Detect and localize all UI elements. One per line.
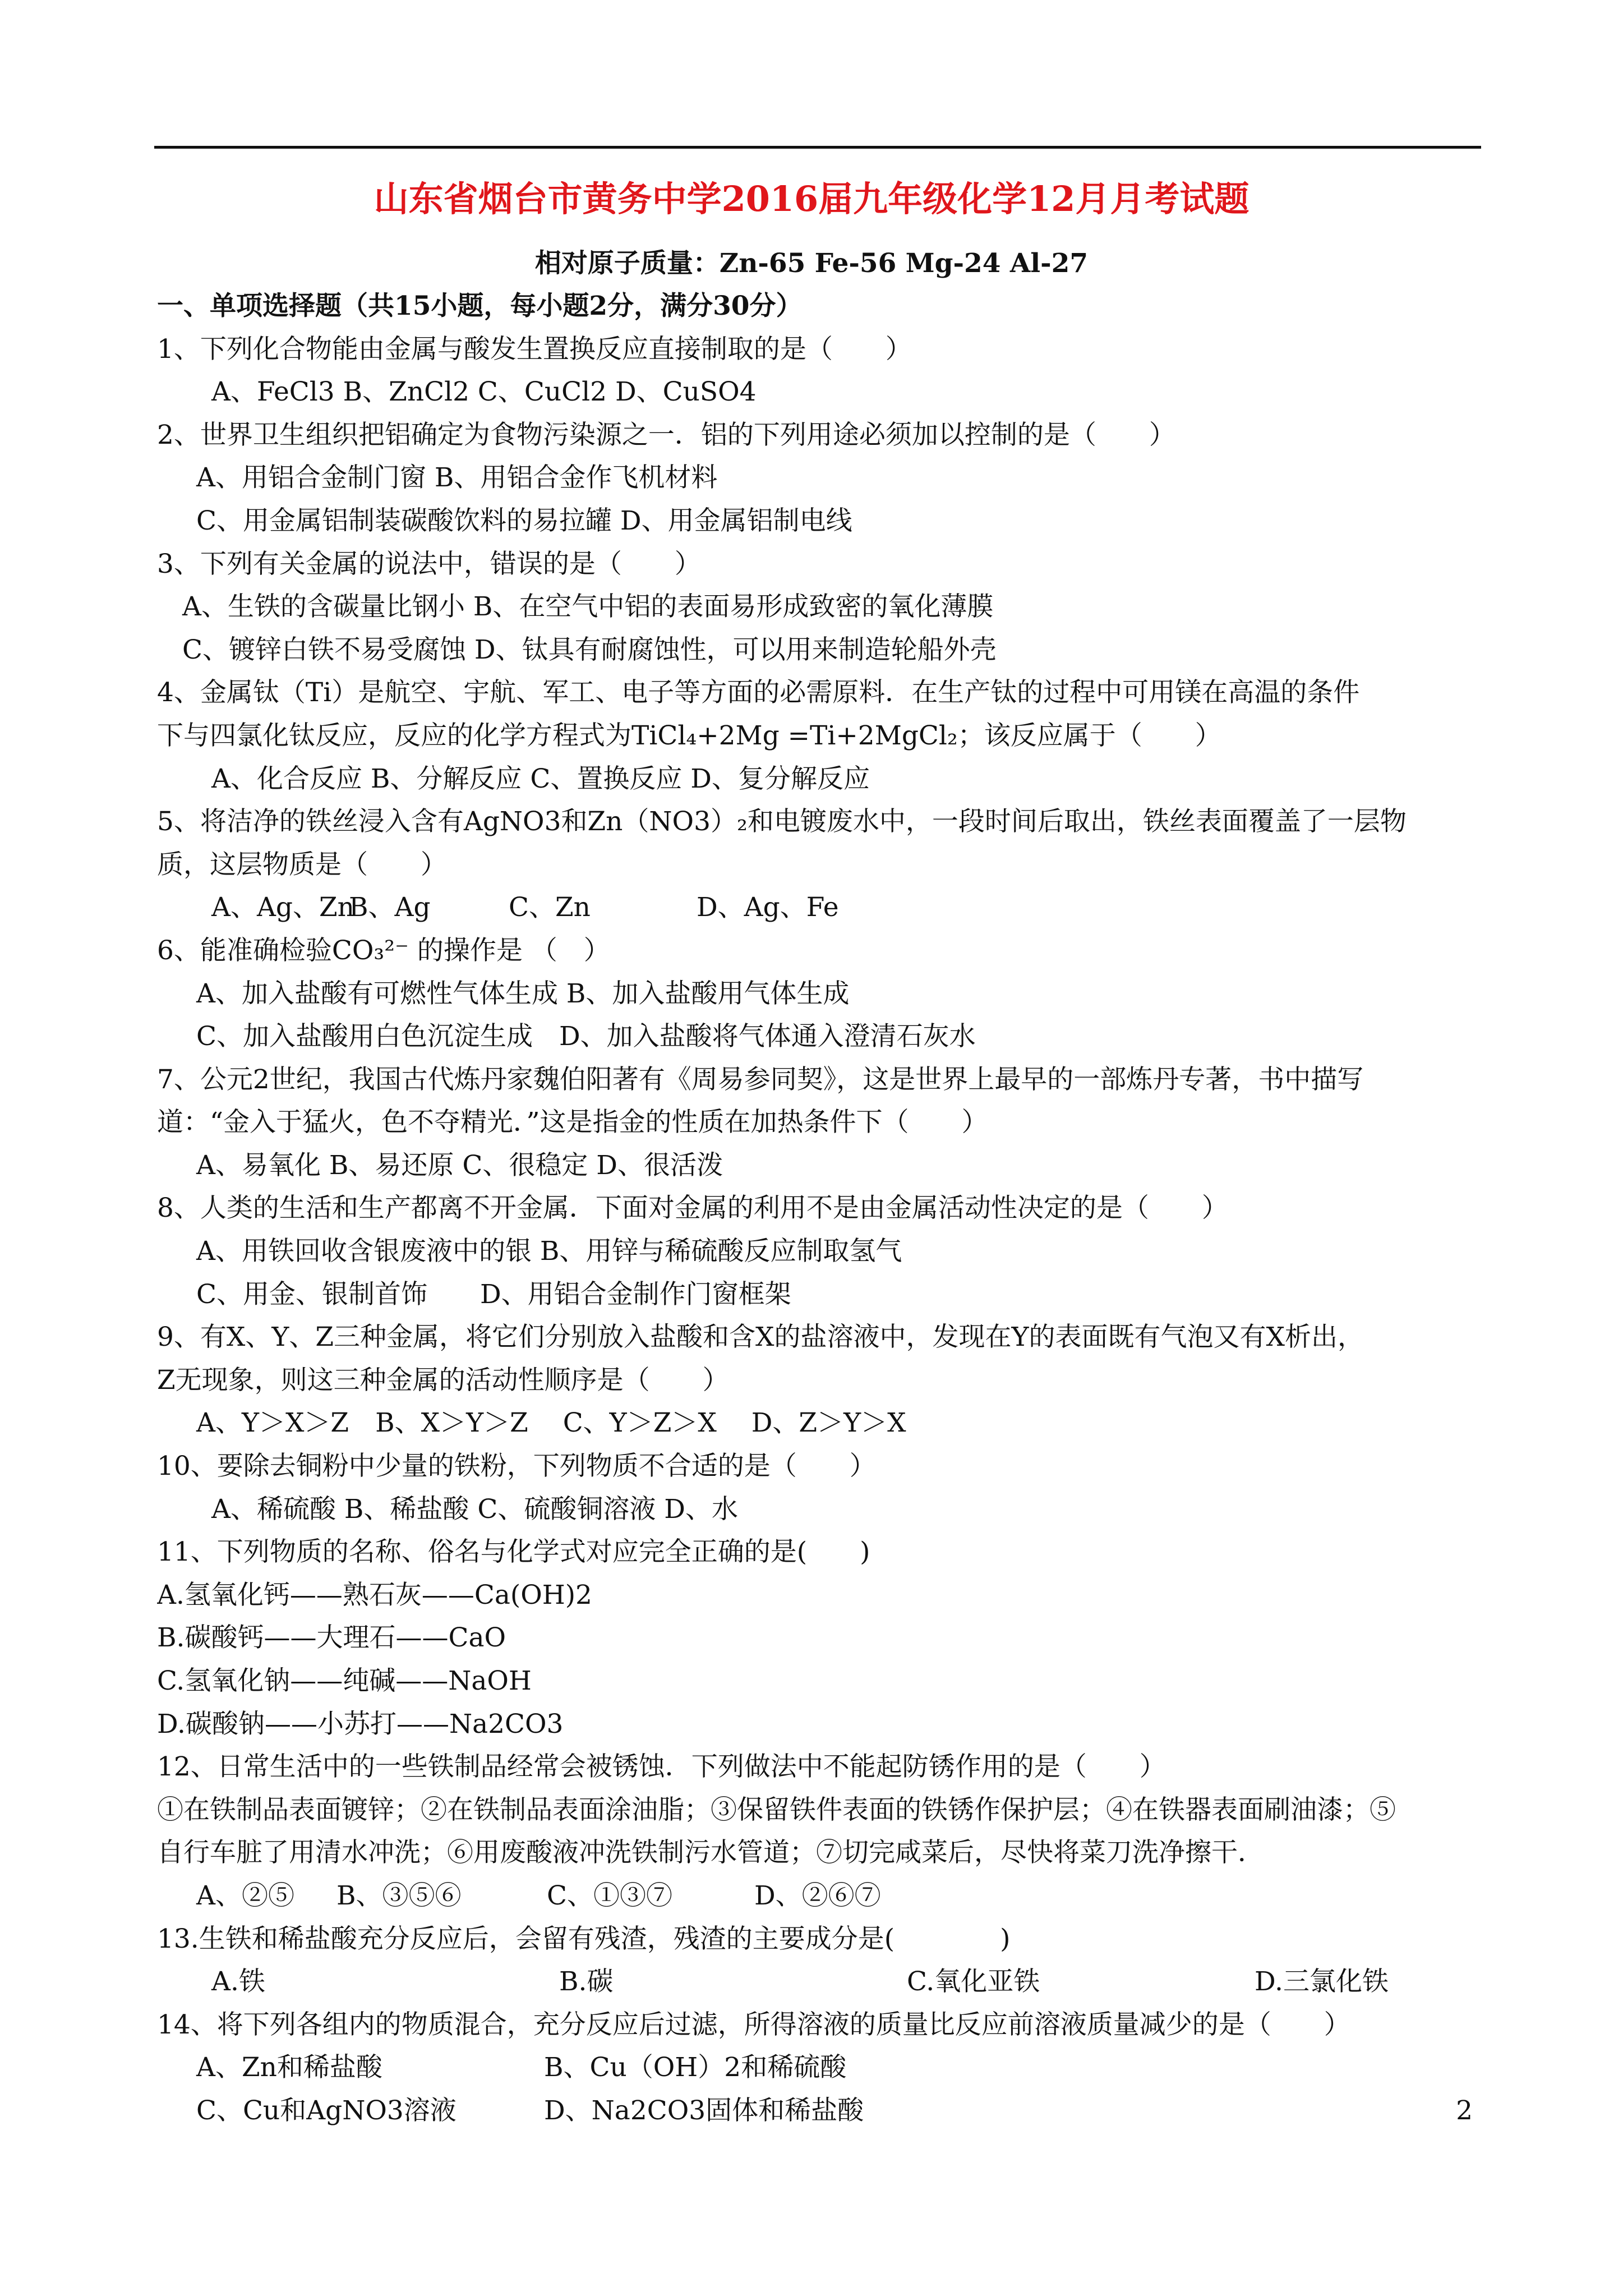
question-body <box>157 285 1481 2133</box>
question-options: A、化合反应 B、分解反应 C、置换反应 D、复分解反应 <box>211 763 870 794</box>
question-option-line: D.碳酸钠——小苏打——Na2CO3 <box>157 1708 564 1740</box>
question-options: C、镀锌白铁不易受腐蚀 D、钛具有耐腐蚀性，可以用来制造轮船外壳 <box>182 634 997 665</box>
question-options: A、用铁回收含银废液中的银 B、用锌与稀硫酸反应制取氢气 <box>196 1236 902 1267</box>
question-options: A、FeCl3 B、ZnCl2 C、CuCl2 D、CuSO4 <box>211 376 757 408</box>
question-options: A、稀硫酸 B、稀盐酸 C、硫酸铜溶液 D、水 <box>211 1493 738 1525</box>
question-stem: 12、日常生活中的一些铁制品经常会被锈蚀．下列做法中不能起防锈作用的是（ ） <box>157 1751 1166 1783</box>
question-text: 自行车脏了用清水冲洗；⑥用废酸液冲洗铁制污水管道；⑦切完咸菜后，尽快将菜刀洗净擦干． <box>157 1837 1264 1869</box>
question-options: C、加入盐酸用白色沉淀生成 D、加入盐酸将气体通入澄清石灰水 <box>196 1021 976 1052</box>
question-stem: 1、下列化合物能由金属与酸发生置换反应直接制取的是（ ） <box>157 333 912 365</box>
question-stem: 3、下列有关金属的说法中，错误的是（ ） <box>157 548 701 579</box>
question-stem: 11、下列物质的名称、俗名与化学式对应完全正确的是( ) <box>157 1536 870 1568</box>
option: C、Cu和AgNO3溶液 <box>196 2095 457 2126</box>
option: B、Cu（OH）2和稀硫酸 <box>544 2052 847 2083</box>
question-option-line: A.氢氧化钙——熟石灰——Ca(OH)2 <box>157 1579 592 1611</box>
question-options <box>157 886 1481 930</box>
question-text: ①在铁制品表面镀锌；②在铁制品表面涂油脂；③保留铁件表面的铁锈作保护层；④在铁器表面刷油漆；⑤ <box>157 1794 1396 1825</box>
header-rule <box>154 146 1481 149</box>
question-stem: Z无现象，则这三种金属的活动性顺序是（ ） <box>157 1364 729 1396</box>
question-stem: 5、将洁净的铁丝浸入含有AgNO3和Zn（NO3）₂和电镀废水中，一段时间后取出，铁丝表面覆盖了一层物 <box>157 806 1407 838</box>
question-stem: 9、有X、Y、Z三种金属，将它们分别放入盐酸和含X的盐溶液中，发现在Y的表面既有气泡又有X析出， <box>157 1322 1364 1353</box>
question-option-line: B.碳酸钙——大理石——CaO <box>157 1622 506 1654</box>
option: B.碳 <box>559 1966 614 1998</box>
question-options: C、用金属铝制装碳酸饮料的易拉罐 D、用金属铝制电线 <box>196 505 852 536</box>
question-options: A、Y＞X＞Z B、X＞Y＞Z C、Y＞Z＞X D、Z＞Y＞X <box>196 1407 906 1439</box>
option: A、Ag、Zn <box>211 892 354 923</box>
question-options <box>157 2046 1481 2090</box>
question-stem: 8、人类的生活和生产都离不开金属．下面对金属的利用不是由金属活动性决定的是（ ） <box>157 1193 1228 1224</box>
question-stem: 13.生铁和稀盐酸充分反应后，会留有残渣，残渣的主要成分是( ) <box>157 1923 1011 1954</box>
option: D、②⑥⑦ <box>754 1880 881 1911</box>
page-number: 2 <box>1456 2095 1473 2126</box>
question-options: A、易氧化 B、易还原 C、很稳定 D、很活泼 <box>196 1149 723 1181</box>
option: B、Ag <box>349 892 431 923</box>
section-heading: 一、单项选择题（共15小题，每小题2分，满分30分） <box>157 291 803 321</box>
atomic-masses: 相对原子质量：Zn-65 Fe-56 Mg-24 Al-27 <box>534 248 1089 279</box>
option: D、Ag、Fe <box>697 892 839 923</box>
question-options: C、用金、银制首饰 D、用铝合金制作门窗框架 <box>196 1278 791 1310</box>
option: A.铁 <box>211 1966 265 1998</box>
option: B、③⑤⑥ <box>336 1880 462 1911</box>
question-options: A、用铝合金制门窗 B、用铝合金作飞机材料 <box>196 462 718 494</box>
question-stem: 6、能准确检验CO₃²⁻ 的操作是 （ ） <box>157 935 610 966</box>
question-stem: 4、金属钛（Ti）是航空、宇航、军工、电子等方面的必需原料．在生产钛的过程中可用镁在高温的条件 <box>157 677 1360 708</box>
question-stem: 2、世界卫生组织把铝确定为食物污染源之一．铝的下列用途必须加以控制的是（ ） <box>157 419 1175 450</box>
question-options: A、加入盐酸有可燃性气体生成 B、加入盐酸用气体生成 <box>196 978 850 1009</box>
question-options <box>157 1961 1481 2004</box>
question-stem: 质，这层物质是（ ） <box>157 849 447 880</box>
question-options <box>157 1875 1481 1918</box>
question-stem: 7、公元2世纪，我国古代炼丹家魏伯阳著有《周易参同契》，这是世界上最早的一部炼丹专著，书中描写 <box>157 1064 1364 1095</box>
question-stem: 10、要除去铜粉中少量的铁粉，下列物质不合适的是（ ） <box>157 1451 876 1482</box>
option: A、Zn和稀盐酸 <box>196 2052 382 2083</box>
question-stem: 道：“金入于猛火，色不夺精光．”这是指金的性质在加热条件下（ ） <box>157 1107 988 1138</box>
option: A、②⑤ <box>196 1880 294 1911</box>
question-option-line: C.氢氧化钠——纯碱——NaOH <box>157 1665 532 1696</box>
option: C、Zn <box>509 892 591 923</box>
option: D.三氯化铁 <box>1255 1966 1389 1998</box>
option: D、Na2CO3固体和稀盐酸 <box>544 2095 864 2126</box>
page-title: 山东省烟台市黄务中学2016届九年级化学12月月考试题 <box>374 178 1249 219</box>
option: C、①③⑦ <box>547 1880 672 1911</box>
option: C.氧化亚铁 <box>907 1966 1040 1998</box>
question-stem: 14、将下列各组内的物质混合，充分反应后过滤，所得溶液的质量比反应前溶液质量减少的是（ ） <box>157 2009 1350 2040</box>
question-stem: 下与四氯化钛反应，反应的化学方程式为TiCl₄+2Mg =Ti+2MgCl₂；该反应属于（ ） <box>157 720 1221 751</box>
question-options: A、生铁的含碳量比钢小 B、在空气中铝的表面易形成致密的氧化薄膜 <box>182 591 994 623</box>
question-options <box>157 2090 1481 2133</box>
